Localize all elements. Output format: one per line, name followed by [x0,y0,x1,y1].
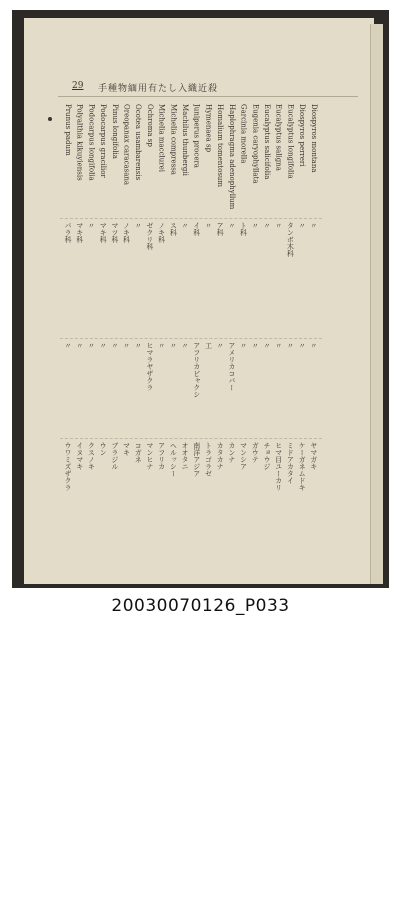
family-entry: ト科 [239,222,248,236]
japanese-name-entry: ウワミズザクラ [64,442,72,491]
latin-name-entry: Ochroma sp [145,104,154,147]
family-entry: ス科 [169,222,178,236]
common-name-entry: 〃 [75,342,84,349]
family-entry: 〃 [204,222,213,229]
latin-name-entry: Prunus padum [64,104,72,156]
family-entry: 〃 [262,222,271,229]
latin-name-entry: Hymenaea sp [204,104,213,153]
common-name-entry: 〃 [181,342,190,349]
page-header [58,78,358,97]
latin-name-entry: Diospyros perreri [298,104,307,167]
page-title: 手種物緬用有たし入織近殺 [98,84,219,94]
latin-name-entry: Pinus longifolia [110,104,119,159]
japanese-name-entry: カタカナ [216,442,225,470]
column-divider [60,438,322,439]
japanese-name-entry: ヤマガキ [309,442,318,470]
latin-name-entry: Eucalyptus longifolia [286,104,295,179]
latin-name-entry: Machilus thunbergii [181,104,190,176]
latin-name-entry: Polyalthia kikuyiensis [75,104,84,181]
family-entry: バラ科 [64,222,72,243]
japanese-name-entry: ミドアカタイ [286,442,295,484]
family-entry: ノキ科 [122,222,131,243]
latin-name-entry: Oreopanax caracasana [122,104,131,186]
common-name-entry: 〃 [262,342,271,349]
latin-name-entry: Eucalyptus saligna [274,104,283,171]
family-entry: マキ科 [75,222,84,243]
family-entry: マキ科 [99,222,108,243]
family-entry: ノキ科 [157,222,166,243]
common-name-entry: 〃 [157,342,166,349]
common-name-entry: アメリカコバー [227,342,236,391]
japanese-name-entry: ガウテ [251,442,260,463]
image-caption: 20030070126_P033 [111,596,290,616]
latin-name-entry: Haplophragma adenophyllum [227,104,236,210]
latin-name-entry: Garcinia morella [239,104,248,164]
japanese-name-entry: ブラジル [110,442,119,470]
latin-name-entry: Podocarpus longifolia [87,104,96,181]
japanese-name-entry: トラゴラゼ [204,442,213,477]
common-name-entry: 〃 [99,342,108,349]
japanese-name-entry: ケーガネムドキ [298,442,307,491]
common-name-entry: 工 [204,342,213,349]
japanese-name-entry: オオタニ [181,442,190,470]
column-divider [60,218,322,219]
latin-name-entry: Michelia compressa [169,104,178,175]
latin-name-entry: Homalium tomentosum [216,104,225,188]
japanese-name-entry: クスノキ [87,442,96,470]
japanese-name-entry: チョウジ [262,442,271,470]
common-name-entry: 〃 [239,342,248,349]
latin-name-entry: Michelia macclurei [157,104,166,172]
family-entry: ゼクリ科 [145,222,154,250]
latin-name-entry: Diospyros montana [309,104,318,173]
japanese-name-entry: ウン [99,442,108,456]
common-name-entry: 〃 [134,342,143,349]
family-entry: 〃 [134,222,143,229]
common-name-entry: 〃 [169,342,178,349]
latin-name-entry: Eucalyptus salicifolia [262,104,271,180]
japanese-name-entry: コガネ [134,442,143,463]
japanese-name-column [64,442,318,904]
family-entry: ア科 [216,222,225,236]
common-name-entry: アフリカビャクシ [192,342,201,398]
latin-name-entry: Juniperus procera [192,104,201,168]
common-name-entry: 〃 [251,342,260,349]
japanese-name-entry: ヒマ目ユーカリ [274,442,283,491]
family-entry: タンボ木科 [286,222,295,257]
common-name-entry: 〃 [110,342,119,349]
common-name-entry: 〃 [87,342,96,349]
bullet-mark [48,117,52,121]
family-entry: イ科 [192,222,201,236]
latin-name-entry: Podocarpus gracilior [99,104,108,178]
family-entry: 〃 [227,222,236,229]
japanese-name-entry: マンシア [239,442,248,470]
common-name-entry: 〃 [286,342,295,349]
japanese-name-entry: アフリカ [157,442,166,470]
japanese-name-entry: マンヒナ [145,442,154,470]
page-edge [370,24,383,584]
japanese-name-entry: ヘルッシー [169,442,178,477]
page-number: 29 [72,81,84,91]
family-entry: 〃 [87,222,96,229]
family-entry: 〃 [309,222,318,229]
latin-name-entry: Eugenia caryophyllata [251,104,260,184]
column-divider [60,338,322,339]
common-name-entry: 〃 [309,342,318,349]
common-name-entry: 〃 [274,342,283,349]
japanese-name-entry: イヌマキ [75,442,84,470]
common-name-entry: 〃 [122,342,131,349]
latin-name-entry: Ocotea usambarensis [134,104,143,181]
family-entry: 〃 [274,222,283,229]
common-name-entry: 〃 [298,342,307,349]
common-name-entry: 〃 [216,342,225,349]
family-entry: マツ科 [110,222,119,243]
family-entry: 〃 [181,222,190,229]
family-entry: 〃 [298,222,307,229]
family-entry: 〃 [251,222,260,229]
common-name-entry: ヒマラヤザクラ [145,342,154,391]
common-name-entry: 〃 [64,342,72,349]
japanese-name-entry: カンナ [227,442,236,463]
japanese-name-entry: マキ [122,442,131,456]
japanese-name-entry: 南洋アジア [192,442,201,477]
